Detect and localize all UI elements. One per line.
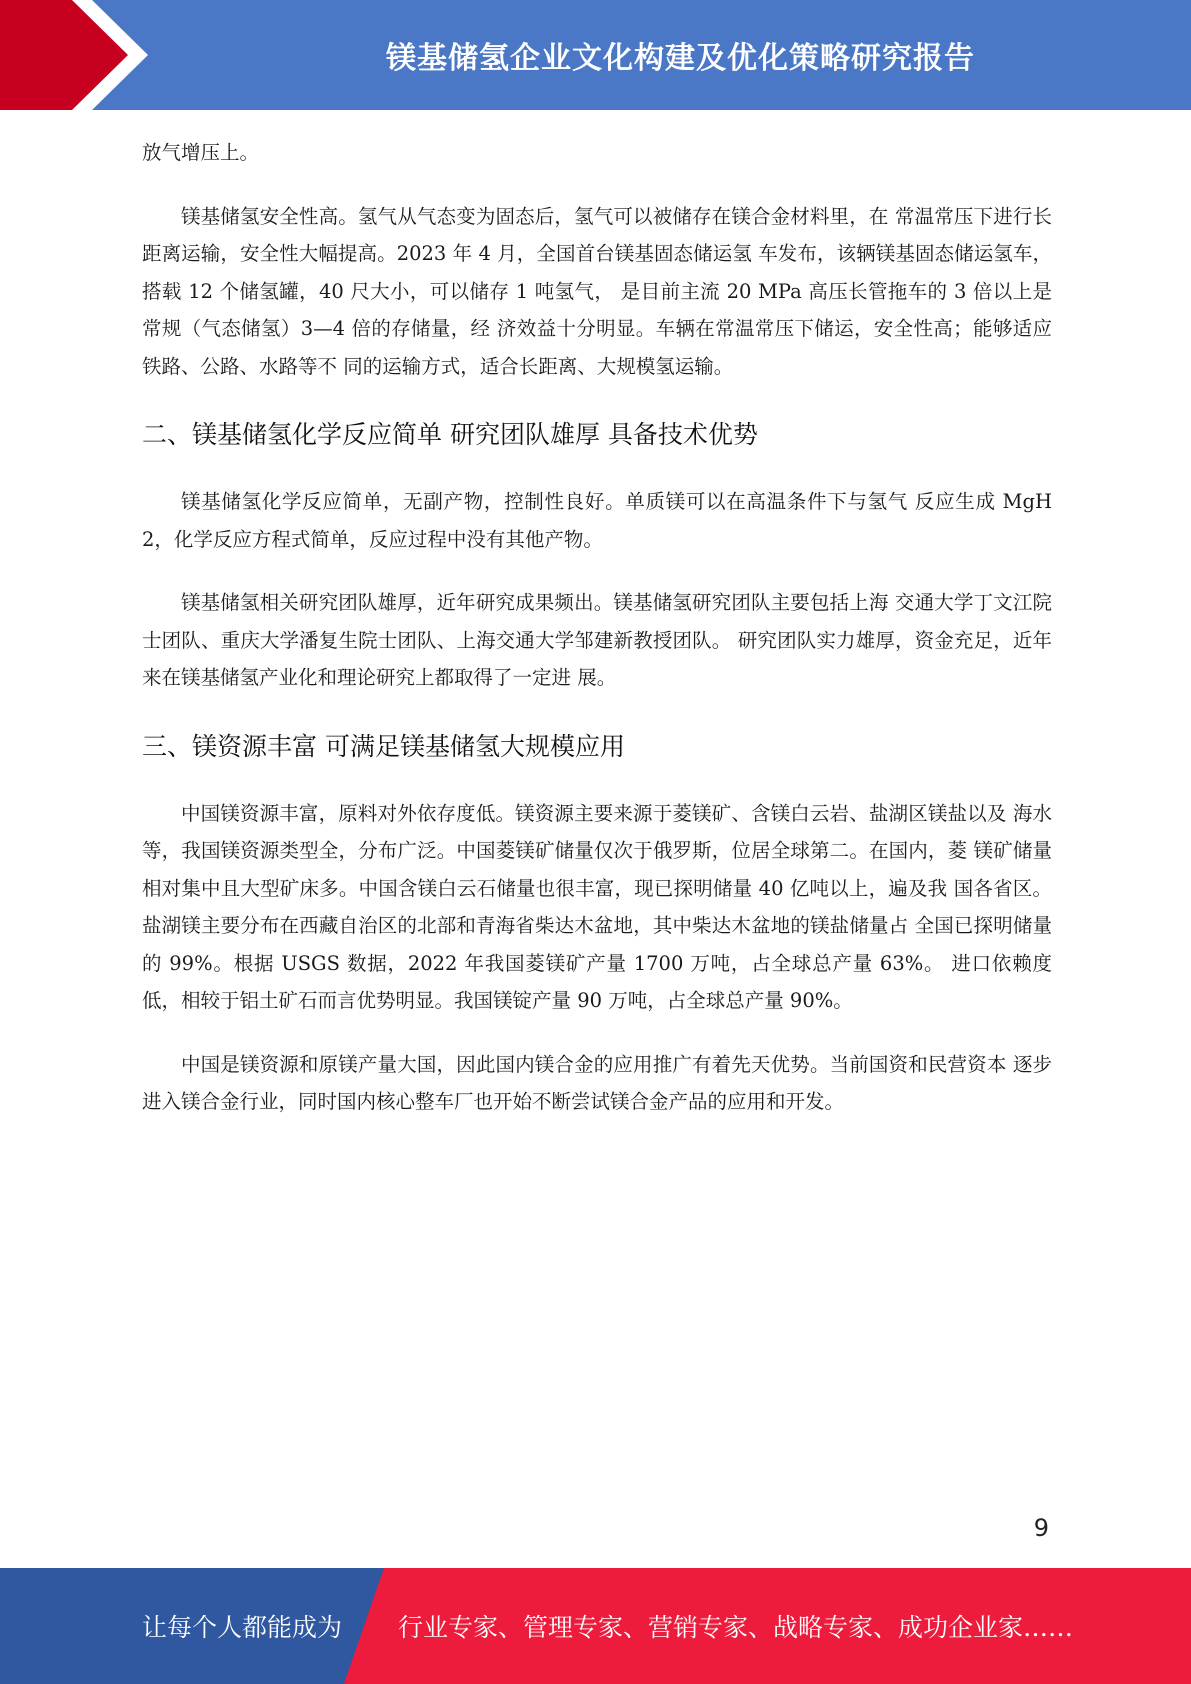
document-body	[142, 134, 1052, 1121]
paragraph-continuation: 放气增压上。	[142, 141, 260, 164]
page-number: 9	[1033, 1514, 1049, 1542]
page-header	[0, 0, 1191, 110]
paragraph-reaction: 镁基储氢化学反应简单，无副产物，控制性良好。单质镁可以在高温条件下与氢气 反应生成 MgH2，化学反应方程式简单，反应过程中没有其他产物。	[142, 490, 1052, 551]
footer-slogan-right: 行业专家、管理专家、营销专家、战略专家、成功企业家……	[398, 1613, 1074, 1642]
section-heading-2: 二、镁基储氢化学反应简单 研究团队雄厚 具备技术优势	[142, 420, 758, 449]
paragraph-research-team: 镁基储氢相关研究团队雄厚，近年研究成果频出。镁基储氢研究团队主要包括上海 交通大学丁文江院士团队、重庆大学潘复生院士团队、上海交通大学邹建新教授团队。 研究团队实力雄厚，资金充足，近年来在镁基储氢产业化和理论研究上都取得了一定进 展。	[142, 591, 1052, 689]
paragraph-resources: 中国镁资源丰富，原料对外依存度低。镁资源主要来源于菱镁矿、含镁白云岩、盐湖区镁盐以及 海水等，我国镁资源类型全，分布广泛。中国菱镁矿储量仅次于俄罗斯，位居全球第二。在国内，菱 镁矿储量相对集中且大型矿床多。中国含镁白云石储量也很丰富，现已探明储量 40 亿吨以上，遍及我 国各省区。盐湖镁主要分布在西藏自治区的北部和青海省柴达木盆地，其中柴达木盆地的镁盐储量占 全国已探明储量的 99%。根据 USGS 数据，2022 年我国菱镁矿产量 1700 万吨，占全球总产量 63%。 进口依赖度低，相较于铝土矿石而言优势明显。我国镁锭产量 90 万吨，占全球总产量 90%。	[142, 801, 1052, 1012]
paragraph-safety: 镁基储氢安全性高。氢气从气态变为固态后，氢气可以被储存在镁合金材料里，在 常温常压下进行长距离运输，安全性大幅提高。2023 年 4 月，全国首台镁基固态储运氢 车发布，该辆镁基固态储运氢车，搭载 12 个储氢罐，40 尺大小，可以储存 1 吨氢气， 是目前主流 20 MPa 高压长管拖车的 3 倍以上是常规（气态储氢）3—4 倍的存储量，经 济效益十分明显。车辆在常温常压下储运，安全性高；能够适应铁路、公路、水路等不 同的运输方式，适合长距离、大规模氢运输。	[142, 204, 1052, 378]
header-arrow-decoration	[0, 0, 200, 110]
footer-slogan-left: 让每个人都能成为	[142, 1613, 343, 1642]
header-title: 镁基储氢企业文化构建及优化策略研究报告	[386, 41, 975, 76]
paragraph-advantage: 中国是镁资源和原镁产量大国，因此国内镁合金的应用推广有着先天优势。当前国资和民营资本 逐步进入镁合金行业，同时国内核心整车厂也开始不断尝试镁合金产品的应用和开发。	[142, 1052, 1052, 1113]
page-footer	[0, 1568, 1191, 1684]
section-heading-3: 三、镁资源丰富 可满足镁基储氢大规模应用	[142, 731, 625, 761]
